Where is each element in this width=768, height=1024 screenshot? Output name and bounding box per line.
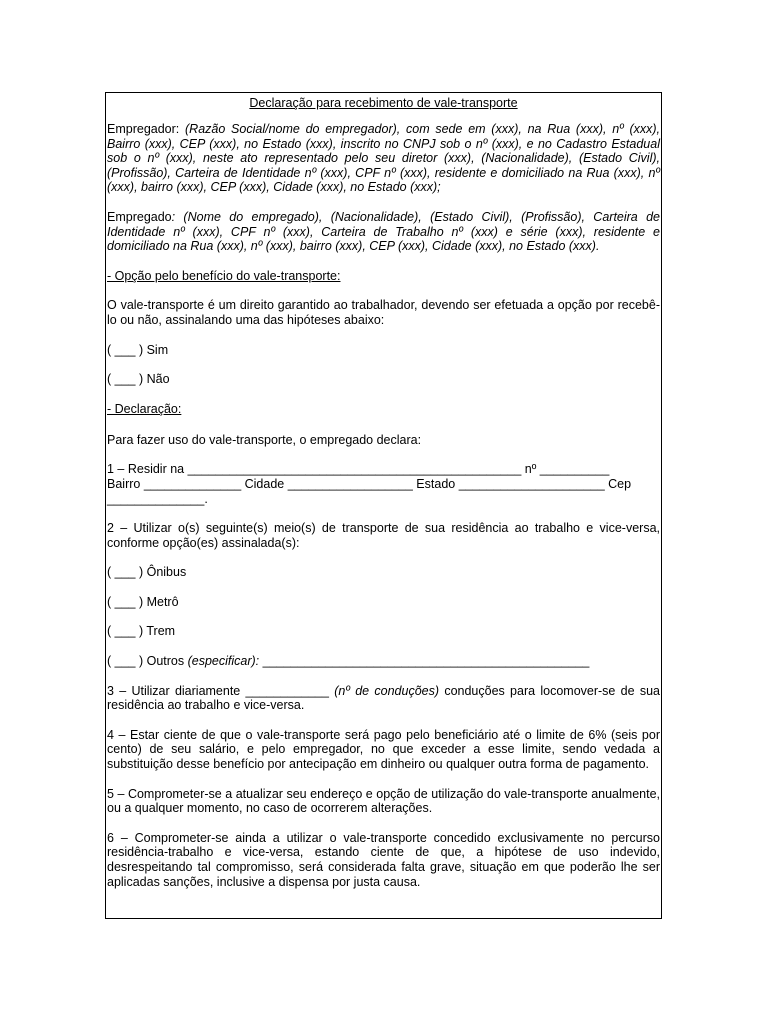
employee-label: Empregado xyxy=(107,209,172,224)
declaration-intro: Para fazer uso do vale-transporte, o empregado declara: xyxy=(107,432,422,447)
item-1-line-2[interactable]: Bairro ______________ Cidade __________________ Estado _____________________ Cep xyxy=(107,476,632,491)
item-1-line-1[interactable]: 1 – Residir na ________________________________________________ nº __________ xyxy=(107,462,610,477)
option-intro: O vale-transporte é um direito garantido ao trabalhador, devendo ser efetuada a opção por recebê-lo ou não, assinalando uma das hipóteses abaixo: xyxy=(107,298,660,327)
option-no[interactable]: ( ___ ) Não xyxy=(107,372,170,387)
employer-paragraph xyxy=(106,122,661,195)
others-italic: (especificar): xyxy=(187,654,260,669)
item-3 xyxy=(106,684,661,713)
item-2: 2 – Utilizar o(s) seguinte(s) meio(s) de transporte de sua residência ao trabalho e vice-versa, conforme opção(es) assinalada(s): xyxy=(107,521,660,550)
item-3-italic: (nº de conduções) xyxy=(334,683,440,698)
employer-text: (Razão Social/nome do empregador), com sede em (xxx), na Rua (xxx), nº (xxx), Bairro (xxx), CEP (xxx), no Estado (xxx), inscrito no CNPJ sob o nº (xxx), e no Cadastro Estadual sob o nº (xxx), neste ato representado pelo seu diretor (xxx), (Nacionalidade), (Estado Civil), (Profissão), Carteira de Identidade nº (xxx), CPF nº (xxx), residente e domiciliado na Rua (xxx), nº (xxx), bairro (xxx), CEP (xxx), Cidade (xxx), no Estado (xxx); xyxy=(107,122,660,195)
item-5: 5 – Comprometer-se a atualizar seu endereço e opção de utilização do vale-transporte anualmente, ou a qualquer momento, no caso de ocorrerem alterações. xyxy=(107,786,660,816)
item-1-line-3[interactable]: ______________. xyxy=(107,491,208,506)
transport-metro[interactable]: ( ___ ) Metrô xyxy=(107,594,179,609)
item-6: 6 – Comprometer-se ainda a utilizar o vale-transporte concedido exclusivamente no percurso residência-trabalho e vice-versa, estando ciente de que, a hipótese de uso indevido, desrespeitando tal compromisso, será considerada falta grave, situação em que poderão lhe ser aplicadas sanções, inclusive a dispensa por justa causa. xyxy=(107,830,660,889)
item-3-suffix: conduções para locomover-se de sua residência ao trabalho e vice-versa. xyxy=(107,683,661,713)
item-3-prefix: 3 – Utilizar diariamente ____________ xyxy=(107,683,335,698)
item-1-address xyxy=(106,462,661,506)
transport-bus[interactable]: ( ___ ) Ônibus xyxy=(107,565,187,580)
others-line[interactable]: _______________________________________________ xyxy=(259,654,590,669)
transport-others[interactable] xyxy=(106,654,661,669)
option-yes[interactable]: ( ___ ) Sim xyxy=(107,342,169,357)
declaration-document xyxy=(105,92,662,919)
declaration-heading: - Declaração: xyxy=(107,401,182,416)
option-heading: - Opção pelo benefício do vale-transporte: xyxy=(107,268,341,283)
employee-paragraph xyxy=(106,210,661,254)
item-4: 4 – Estar ciente de que o vale-transporte será pago pelo beneficiário até o limite de 6% (seis por cento) de seu salário, e pelo empregador, no que exceder a esse limite, sendo vedada a substituição desse benefício por antecipação em dinheiro ou qualquer outra forma de pagamento. xyxy=(107,727,660,772)
document-title: Declaração para recebimento de vale-transporte xyxy=(249,96,518,110)
transport-train[interactable]: ( ___ ) Trem xyxy=(107,624,176,639)
employer-label: Empregador: xyxy=(107,122,180,136)
others-prefix: ( ___ ) Outros xyxy=(107,654,188,669)
employee-text: : (Nome do empregado), (Nacionalidade), (Estado Civil), (Profissão), Carteira de Identidade nº (xxx), CPF nº (xxx), Carteira de Trabalho nº (xxx) e série (xxx), residente e domiciliado na Rua (xxx), nº (xxx), bairro (xxx), CEP (xxx), Cidade (xxx), no Estado (xxx). xyxy=(107,209,660,254)
